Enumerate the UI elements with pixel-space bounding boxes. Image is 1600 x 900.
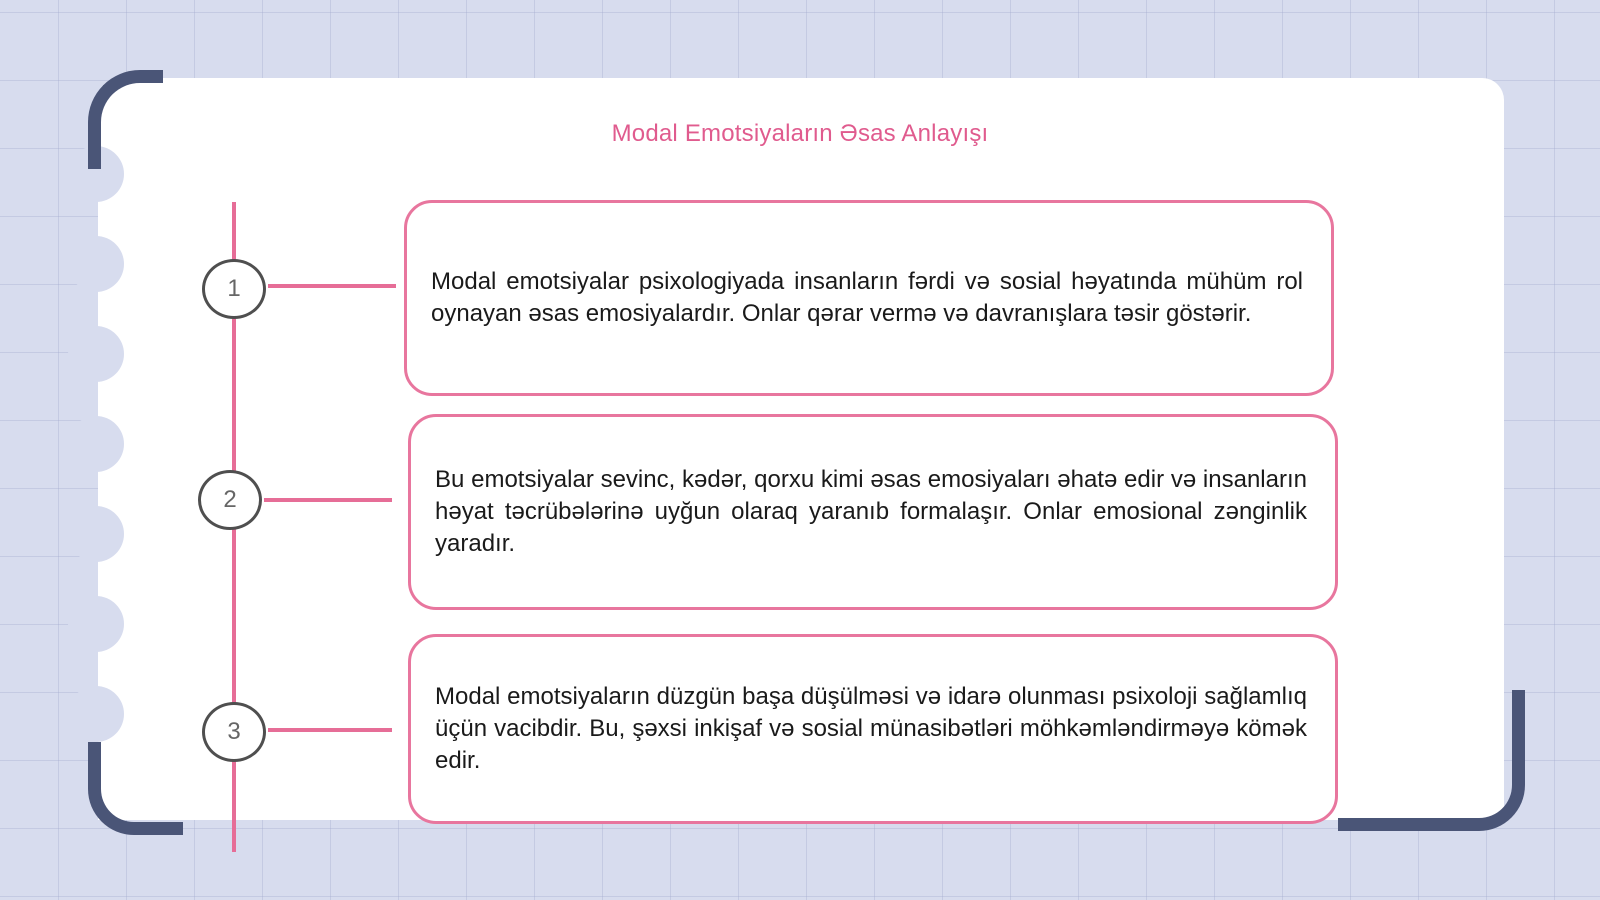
page-perforation <box>68 596 124 652</box>
page-perforation <box>68 236 124 292</box>
page-perforation <box>68 416 124 472</box>
timeline-connector-3 <box>268 728 392 732</box>
frame-corner-bottom-right <box>1338 690 1525 831</box>
page-perforation <box>68 686 124 742</box>
page-perforation <box>68 506 124 562</box>
page-title: Modal Emotsiyaların Əsas Anlayışı <box>611 120 989 147</box>
info-card-2 <box>408 414 1338 610</box>
info-card-text: Bu emotsiyalar sevinc, kədər, qorxu kimi əsas emosiyaları əhatə edir və insanların həyat təcrübələrinə uyğun olaraq yaranıb formalaşır. Onlar emosional zənginlik yaradır. <box>435 466 1307 557</box>
info-card-text: Modal emotsiyaların düzgün başa düşülməsi və idarə olunması psixoloji sağlamlıq üçün vacibdir. Bu, şəxsi inkişaf və sosial münasibətləri möhkəmləndirməyə kömək edir. <box>435 683 1307 774</box>
timeline-connector-1 <box>268 284 396 288</box>
timeline-connector-2 <box>264 498 392 502</box>
info-card-1 <box>404 200 1334 396</box>
page-perforation <box>68 326 124 382</box>
info-card-text: Modal emotsiyalar psixologiyada insanların fərdi və sosial həyatında mühüm rol oynayan əsas emosiyalardır. Onlar qərar vermə və davranışlara təsir göstərir. <box>431 268 1303 327</box>
step-marker-1: 1 <box>202 259 266 319</box>
frame-corner-top-left <box>88 70 163 169</box>
step-marker-3: 3 <box>202 702 266 762</box>
step-marker-2: 2 <box>198 470 262 530</box>
info-card-3 <box>408 634 1338 824</box>
frame-corner-bottom-left <box>88 742 183 835</box>
